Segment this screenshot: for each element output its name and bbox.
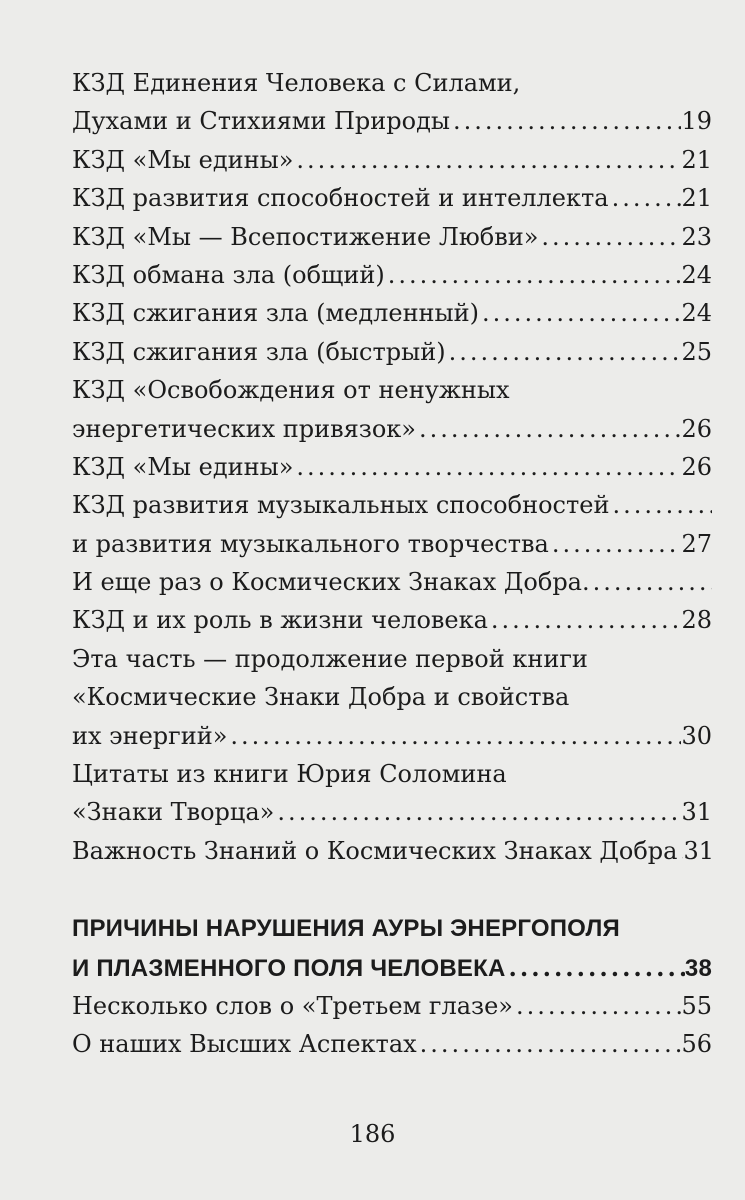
toc-entry-page: 24 (681, 299, 712, 328)
dot-leader (506, 949, 685, 987)
dot-leader (274, 793, 681, 831)
dot-leader (479, 294, 681, 332)
toc-entry-page: 23 (681, 222, 712, 251)
toc-entry-title: КЗД «Освобождения от ненужных (72, 376, 510, 405)
dot-leader (417, 1025, 682, 1063)
toc-entry-title: КЗД и их роль в жизни человека (72, 606, 488, 635)
dot-leader (293, 141, 681, 179)
toc-entry-title: их энергий» (72, 721, 228, 750)
toc-entry-title: Важность Знаний о Космических Знаках Добра (72, 836, 678, 865)
toc-entry-page: 21 (681, 145, 712, 174)
toc-entry-title: КЗД развития музыкальных способностей (72, 491, 610, 520)
toc-entry (72, 525, 712, 563)
toc-entries (72, 64, 712, 870)
toc-entry (72, 486, 712, 524)
toc-entry (72, 1025, 712, 1063)
toc-entry-page: 56 (681, 1030, 712, 1059)
toc-entry (72, 678, 712, 716)
toc-entry (72, 371, 712, 409)
toc-entry-page: 24 (681, 260, 712, 289)
toc-entry-page: 26 (681, 414, 712, 443)
toc-entry (72, 640, 712, 678)
toc-entry-page: 31 (681, 798, 712, 827)
toc-entry-page: 19 (681, 107, 712, 136)
dot-leader (609, 179, 682, 217)
toc-entry-title: и развития музыкального творчества (72, 529, 549, 558)
dot-leader (227, 717, 681, 755)
section-heading-line-1 (72, 910, 712, 948)
toc-entry-title: КЗД обмана зла (общий) (72, 260, 385, 289)
toc-entry (72, 218, 712, 256)
toc-entry-title: И еще раз о Космических Знаках Добра. (72, 568, 590, 597)
toc-entry (72, 755, 712, 793)
toc-entry-page: 30 (681, 721, 712, 750)
dot-leader (293, 448, 681, 486)
dot-leader (590, 563, 712, 601)
toc-entry-title: Несколько слов о «Третьем глазе» (72, 991, 513, 1020)
page-number: 186 (349, 1120, 396, 1148)
toc-entry (72, 333, 712, 371)
toc-entry-title: Цитаты из книги Юрия Соломина (72, 760, 507, 789)
toc-entry-page: 26 (681, 452, 712, 481)
dot-leader (488, 601, 682, 639)
toc-entry (72, 102, 712, 140)
toc-entry (72, 294, 712, 332)
toc-entry (72, 448, 712, 486)
toc-entry-title: КЗД Единения Человека с Силами, (72, 69, 521, 97)
dot-leader (446, 333, 682, 371)
toc-entry-title: «Космические Знаки Добра и свойства (72, 683, 570, 712)
toc-entry (72, 832, 712, 870)
toc-entry-page: 25 (681, 337, 712, 366)
toc-entry-page: 27 (681, 529, 712, 558)
toc-entry (72, 179, 712, 217)
dot-leader (609, 486, 712, 524)
toc-entry-page: 28 (681, 606, 712, 635)
toc-entry-title: КЗД сжигания зла (быстрый) (72, 337, 446, 366)
toc-entry-title: КЗД сжигания зла (медленный) (72, 299, 480, 328)
section-heading-page: 38 (684, 954, 712, 982)
toc-entry (72, 141, 712, 179)
toc-entry (72, 563, 712, 601)
toc-entry (72, 987, 712, 1025)
dot-leader (450, 102, 681, 140)
dot-leader (416, 410, 681, 448)
toc-entry-title: Эта часть — продолжение первой книги (72, 644, 588, 673)
dot-leader (538, 218, 681, 256)
toc-entry-title: О наших Высших Аспектах (72, 1030, 417, 1059)
toc-entry-title: «Знаки Творца» (72, 798, 275, 827)
toc-entry (72, 64, 712, 102)
dot-leader (549, 525, 682, 563)
toc-entry-title: КЗД «Мы — Всепостижение Любви» (72, 222, 539, 251)
toc-entry-page: 55 (681, 991, 712, 1020)
toc-entry-title: КЗД «Мы едины» (72, 452, 294, 481)
toc-entry (72, 256, 712, 294)
table-of-contents (72, 64, 712, 1064)
dot-leader (385, 256, 682, 294)
toc-entry-page: 21 (681, 184, 712, 213)
section-heading-text: ПРИЧИНЫ НАРУШЕНИЯ АУРЫ ЭНЕРГОПОЛЯ (72, 915, 620, 943)
toc-entry-title: энергетических привязок» (72, 414, 416, 443)
section-heading-line-2 (72, 949, 712, 987)
toc-entry (72, 717, 712, 755)
toc-entry-title: КЗД «Мы едины» (72, 145, 294, 174)
section-heading-block (72, 910, 712, 1064)
toc-entry (72, 601, 712, 639)
section-heading-text: И ПЛАЗМЕННОГО ПОЛЯ ЧЕЛОВЕКА (72, 954, 506, 982)
toc-entry (72, 410, 712, 448)
toc-entry-title: КЗД развития способностей и интеллекта (72, 184, 609, 213)
dot-leader (513, 987, 681, 1025)
toc-entry (72, 793, 712, 831)
toc-entry-page: 31 (683, 836, 714, 865)
toc-entry-title: Духами и Стихиями Природы (72, 107, 450, 136)
